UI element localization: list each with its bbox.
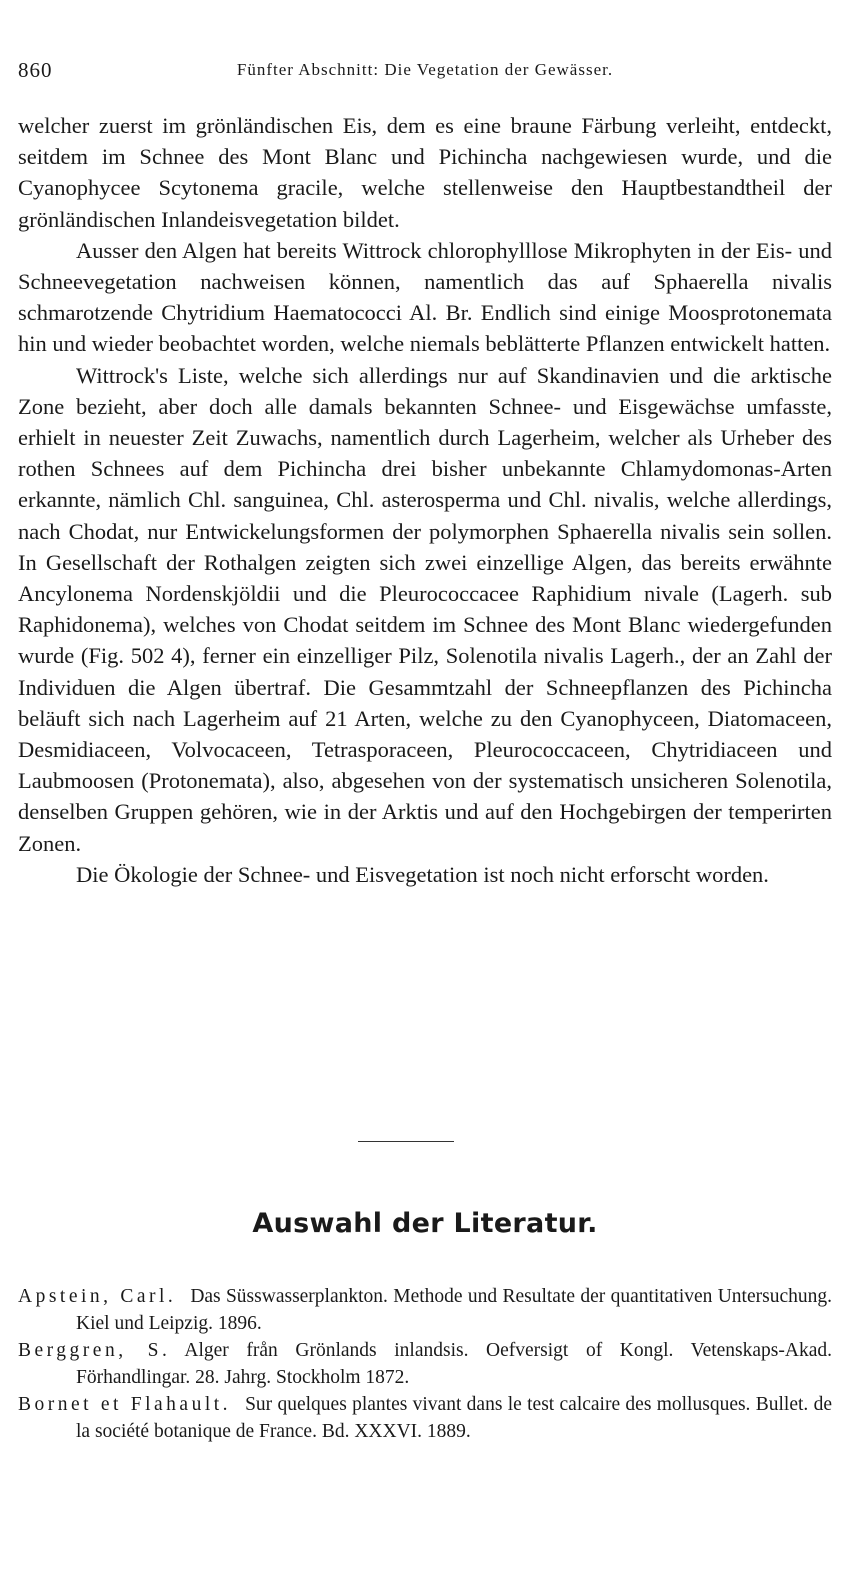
paragraph-microphytes: Ausser den Algen hat bereits Wittrock chlorophylllose Mikrophyten in der Eis- und Schneevegetation nachweisen können, namentlich das auf Sphaerella nivalis schmarotzende Chytridium Haematococci Al. Br. Endlich sind einige Moosprotonemata hin und wieder beobachtet worden, welche niemals beblätterte Pflanzen entwickelt hatten. xyxy=(18,237,832,357)
body-text xyxy=(18,110,832,890)
reference-author: Berggren, S. xyxy=(18,1340,171,1361)
reference-text: Alger från Grönlands inlandsis. Oefversigt of Kongl. Vetenskaps-Akad. Förhandlingar. 28. Jahrg. Stockholm 1872. xyxy=(76,1340,832,1388)
reference-text: Das Süsswasserplankton. Methode und Resultate der quantitativen Untersuchung. Kiel und Leipzig. 1896. xyxy=(76,1286,832,1334)
running-title: Fünfter Abschnitt: Die Vegetation der Gewässer. xyxy=(236,60,614,79)
reference-entry xyxy=(18,1284,832,1337)
reference-author: Apstein, Carl. xyxy=(18,1286,177,1307)
reference-text: Sur quelques plantes vivant dans le test calcaire des mollusques. Bullet. de la société botanique de France. Bd. XXXVI. 1889. xyxy=(76,1394,833,1442)
reference-list xyxy=(18,1284,832,1446)
reference-entry xyxy=(18,1338,832,1391)
section-divider xyxy=(358,1141,454,1142)
paragraph-ecology: Die Ökologie der Schnee- und Eisvegetation ist noch nicht erforscht worden. xyxy=(76,861,769,887)
paragraph-continued: welcher zuerst im grönländischen Eis, dem es eine braune Färbung verleiht, entdeckt, seitdem im Schnee des Mont Blanc und Pichincha nachgewiesen wurde, und die Cyanophycee Scytonema gracile, welche stellenweise den Hauptbestandtheil der grönländischen Inlandeisvegetation bildet. xyxy=(18,113,832,232)
reference-author: Bornet et Flahault. xyxy=(18,1394,232,1415)
reference-entry xyxy=(18,1392,832,1445)
page-number: 860 xyxy=(18,58,53,82)
paragraph-wittrock-list: Wittrock's Liste, welche sich allerdings nur auf Skandinavien und die arktische Zone bezieht, aber doch alle damals bekannten Schnee- und Eisgewächse umfasste, erhielt in neuester Zeit Zuwachs, namentlich durch Lagerheim, welcher als Urheber des rothen Schnees auf dem Pichincha drei bisher unbekannte Chlamydomonas-Arten erkannte, nämlich Chl. sanguinea, Chl. asterosperma und Chl. nivalis, welche allerdings, nach Chodat, nur Entwickelungsformen der polymorphen Sphaerella nivalis sein sollen. In Gesellschaft der Rothalgen zeigten sich zwei einzellige Algen, das bereits erwähnte Ancylonema Nordenskjöldii und die Pleurococcacee Raphidium nivale (Lagerh. sub Raphidonema), welches von Chodat seitdem im Schnee des Mont Blanc wiedergefunden wurde (Fig. 502 4), ferner ein einzelliger Pilz, Solenotila nivalis Lagerh., der an Zahl der Individuen die Algen übertraf. Die Gesammtzahl der Schneepflanzen des Pichincha beläuft sich nach Lagerheim auf 21 Arten, welche zu den Cyanophyceen, Diatomaceen, Desmidiaceen, Volvocaceen, Tetrasporaceen, Pleurococcaceen, Chytridiaceen und Laubmoosen (Protonemata), also, abgesehen von der systematisch unsicheren Solenotila, denselben Gruppen gehören, wie in der Arktis und auf den Hochgebirgen der temperirten Zonen. xyxy=(18,362,832,856)
running-header xyxy=(18,58,832,84)
literature-heading: Auswahl der Literatur. xyxy=(252,1208,598,1239)
